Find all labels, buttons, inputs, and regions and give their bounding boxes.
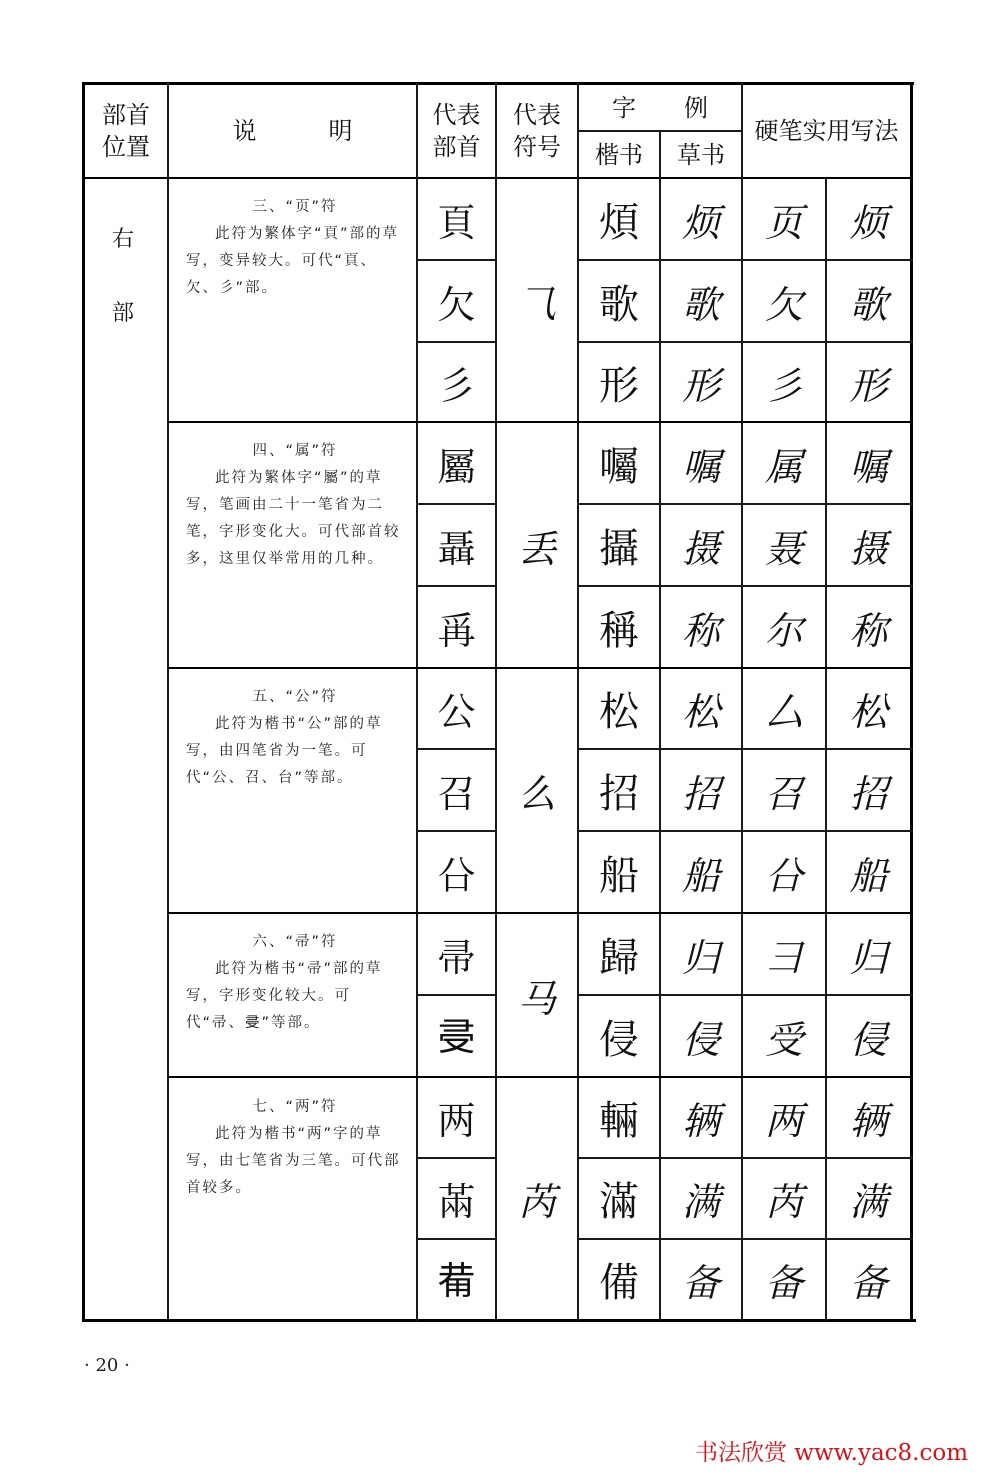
section-description — [186, 929, 404, 1037]
rep-symbol: 芮 — [517, 1180, 556, 1224]
section-title: 五、“公”符 — [252, 689, 338, 705]
rep-radical: 𠬶 — [437, 1015, 476, 1059]
section-title: 七、“两”符 — [252, 1099, 338, 1115]
hardpen-radical: 彡 — [764, 363, 803, 408]
rep-radical: 頁 — [437, 200, 476, 245]
rep-radical: 公 — [437, 690, 476, 734]
rep-symbol: 马 — [517, 976, 556, 1021]
kaishu-example: 船 — [599, 852, 639, 899]
caoshu-example: 侵 — [681, 1017, 720, 1062]
kaishu-example: 輛 — [599, 1098, 639, 1144]
rep-symbol: 么 — [517, 772, 556, 816]
hardpen-char: 歌 — [849, 282, 888, 327]
caoshu-example: 满 — [681, 1180, 720, 1224]
hardpen-radical: 尔 — [764, 608, 803, 653]
caoshu-example: 称 — [681, 608, 720, 653]
hardpen-radical: 属 — [764, 444, 803, 489]
rep-radical: 爯 — [437, 608, 476, 653]
header-rep-radical-line1: 代表 — [432, 101, 481, 129]
section-title: 三、“页”符 — [252, 199, 338, 215]
section-body: 此符为楷书“两”字的草写，由七笔省为三笔。可代部首较多。 — [186, 1126, 401, 1196]
caoshu-example: 船 — [681, 853, 720, 898]
hardpen-radical: 芮 — [764, 1180, 803, 1224]
caoshu-example: 嘱 — [681, 444, 720, 489]
rep-radical: 帚 — [437, 935, 476, 980]
col-divider-1 — [167, 83, 169, 1321]
hardpen-radical: 页 — [764, 200, 803, 245]
kaishu-example: 備 — [599, 1260, 639, 1306]
caoshu-example: 辆 — [681, 1099, 720, 1143]
hardpen-char: 烦 — [849, 200, 888, 245]
kaishu-example: 侵 — [599, 1016, 639, 1063]
caoshu-example: 招 — [681, 771, 720, 816]
hardpen-char: 归 — [849, 935, 888, 980]
caoshu-example: 归 — [681, 935, 720, 980]
hardpen-char: 侵 — [849, 1017, 888, 1062]
section-description — [186, 1094, 404, 1202]
section-title: 六、“帚”符 — [252, 934, 338, 950]
hardpen-radical: 厶 — [764, 690, 803, 734]
hardpen-char: 松 — [849, 690, 888, 734]
header-rep-symbol — [497, 85, 577, 177]
caoshu-example: 歌 — [681, 282, 720, 327]
hardpen-char: 摄 — [849, 526, 888, 571]
kaishu-example: 歸 — [599, 934, 639, 981]
caoshu-example: 备 — [681, 1261, 720, 1305]
rep-radical: 㒼 — [437, 1180, 476, 1224]
caoshu-example: 烦 — [681, 200, 720, 245]
hardpen-char: 满 — [849, 1180, 888, 1224]
rep-radical: 彡 — [437, 363, 476, 408]
kaishu-example: 招 — [599, 770, 639, 817]
kaishu-example: 滿 — [599, 1179, 639, 1225]
section-body: 此符为楷书“公”部的草写，由四笔省为一笔。可代“公、召、台”等部。 — [186, 716, 383, 786]
section-description — [186, 194, 404, 302]
header-hardpen: 硬笔实用写法 — [754, 117, 899, 145]
header-examples: 字 例 — [612, 93, 708, 122]
watermark: 书法欣赏 www.yac8.com — [695, 1440, 969, 1466]
rep-symbol: 丢 — [517, 526, 556, 571]
hardpen-radical: 两 — [764, 1099, 803, 1143]
section-title: 四、“属”符 — [252, 443, 338, 459]
hardpen-radical: 备 — [764, 1261, 803, 1305]
table-right-border — [910, 82, 913, 1322]
header-rep-symbol-line2: 符号 — [513, 133, 561, 161]
hardpen-char: 招 — [849, 771, 888, 816]
hardpen-char: 嘱 — [849, 444, 888, 489]
rep-radical: 两 — [437, 1099, 476, 1143]
header-rep-radical — [418, 85, 495, 177]
section-description — [186, 684, 404, 792]
position-char-part: 部 — [112, 301, 135, 326]
hardpen-radical: 召 — [764, 771, 803, 816]
table-left-border — [82, 82, 85, 1322]
rep-radical: 𤰇 — [437, 1258, 476, 1303]
hardpen-radical: 㕣 — [764, 853, 803, 898]
kaishu-example: 攝 — [599, 525, 639, 572]
rep-radical: 屬 — [437, 444, 476, 489]
kaishu-example: 松 — [599, 689, 639, 735]
header-caoshu: 草书 — [677, 140, 725, 169]
hardpen-radical: 聂 — [764, 526, 803, 571]
header-position-line1: 部首 — [102, 101, 150, 129]
kaishu-example: 煩 — [599, 199, 639, 246]
rep-radical: 欠 — [437, 282, 476, 327]
kaishu-example: 形 — [599, 362, 639, 409]
kaishu-example: 稱 — [599, 607, 639, 654]
section-body: 此符为繁体字“頁”部的草写，变异较大。可代“頁、欠、彡”部。 — [186, 226, 400, 296]
hardpen-radical: 欠 — [764, 282, 803, 327]
header-position — [85, 85, 167, 177]
rep-symbol: ⺄ — [517, 281, 556, 326]
kaishu-example: 歌 — [599, 281, 639, 328]
hardpen-radical: 受 — [764, 1017, 803, 1062]
section-description — [186, 438, 404, 573]
caoshu-example: 形 — [681, 363, 720, 408]
caoshu-example: 摄 — [681, 526, 720, 571]
rep-radical: 召 — [437, 771, 476, 816]
header-kaishu: 楷书 — [595, 140, 643, 169]
header-position-line2: 位置 — [102, 133, 150, 161]
position-char-right: 右 — [112, 227, 135, 252]
header-description: 说 明 — [232, 117, 353, 145]
table-bottom-border — [83, 1319, 916, 1322]
hardpen-char: 称 — [849, 608, 888, 653]
section-body: 此符为繁体字“屬”的草写，笔画由二十一笔省为二笔，字形变化大。可代部首较多，这里仅举常用的几种。 — [186, 470, 401, 567]
header-rep-radical-line2: 部首 — [432, 133, 481, 161]
hardpen-char: 备 — [849, 1261, 888, 1305]
header-rep-symbol-line1: 代表 — [513, 101, 561, 129]
hardpen-char: 辆 — [849, 1099, 888, 1143]
section-body: 此符为楷书“帚”部的草写，字形变化较大。可代“帚、𠬶”等部。 — [186, 961, 383, 1031]
caoshu-example: 松 — [681, 690, 720, 734]
rep-radical: 聶 — [437, 526, 476, 571]
kaishu-example: 囑 — [599, 443, 639, 490]
hardpen-char: 形 — [849, 363, 888, 408]
page-number: · 20 · — [84, 1355, 130, 1376]
hardpen-char: 船 — [849, 853, 888, 898]
hardpen-radical: 彐 — [764, 935, 803, 980]
rep-radical: 㕣 — [437, 853, 476, 898]
